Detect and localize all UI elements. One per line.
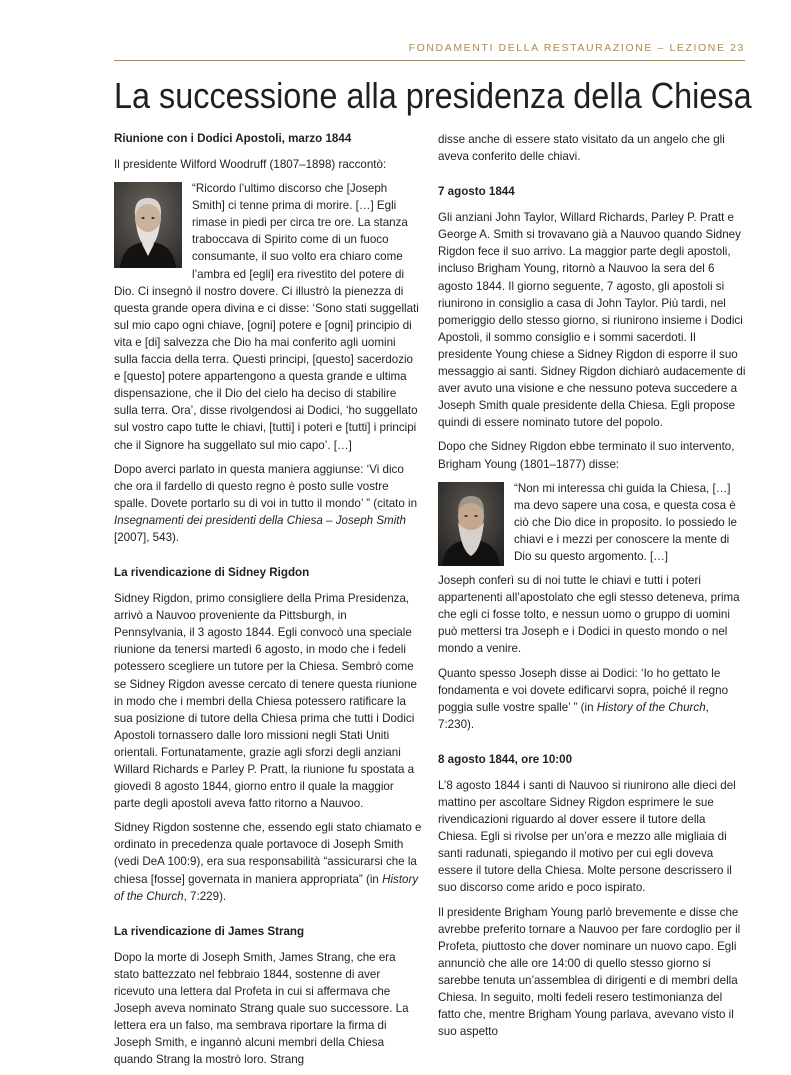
section-heading-strang: La rivendicazione di James Strang: [114, 924, 305, 938]
section-heading-august-8: 8 agosto 1844, ore 10:00: [438, 752, 573, 766]
woodruff-intro: Il presidente Wilford Woodruff (1807–1898) raccontò:: [114, 158, 387, 171]
rigdon-paragraph-2: [114, 819, 422, 904]
young-quote-text: Quanto spesso Joseph disse ai Dodici: ‘Io ho gettato le fondamenta e voi dovete edificarvi sopra, poiché il regno poggia sulle vostre spalle’ ” (in: [438, 666, 729, 714]
citation-title: History of the Church: [596, 700, 706, 714]
rigdon-paragraph-1: Sidney Rigdon, primo consigliere della Prima Presidenza, arrivò a Nauvoo proveniente da Pittsburgh, in Pennsylvania, il 3 agosto 1844. Egli convocò una speciale riunione da tenersi martedì 6 agosto, in modo che i fedeli potessero scegliere un tutore per la Chiesa. Sembrò come se Sidney Rigdon avesse cercato di tenere questa riunione in modo che i membri della Chiesa potessero ratificare la sua posizione di tutore della Chiesa prima che tutti i Dodici Apostoli tornassero dalle loro missioni negli Stati Uniti orientali. Fortunatamente, grazie agli sforzi degli anziani Willard Richards e Parley P. Pratt, la riunione fu spostata a giovedì 8 agosto 1844, giorno entro il quale la maggior parte degli apostoli aveva fatto ritorno a Nauvoo.: [114, 592, 417, 811]
young-quote-1: “Non mi interessa chi guida la Chiesa, […] ma devo sapere una cosa, e questa cosa è ciò che Dio dice in proposito. Io possiedo le chiavi e i mezzi per conoscere la mente di Dio su questo argomento. […]: [514, 481, 737, 563]
running-head: FONDAMENTI DELLA RESTAURAZIONE – LEZIONE 23: [408, 42, 745, 54]
young-quote-3: [438, 665, 746, 733]
woodruff-quote: “Ricordo l’ultimo discorso che [Joseph Smith] ci tenne prima di morire. […] Egli rimase in piedi per circa tre ore. La stanza traboccava di Spirito come di un fuoco consumante, il suo volto era chiaro come l’ambra ed [egli] era rivestito del potere di Dio. Ci insegnò il nostro dovere. Ci illustrò la pienezza di questa grande opera divina e ci disse: ‘Sono stati suggellati sul mio capo ogni chiave, [ogni] potere e [ogni] principio di vita e [di] salvezza che Dio ha mai conferito agli uomini sulla faccia della terra. Questi principi, [questo] sacerdozio e [questo] potere appartengono a questa grande e ultima dispensazione, che il Dio del cielo ha deciso di stabilire sulla terra. Ora’, disse rivolgendosi ai Dodici, ‘ho suggellato sul vostro capo tutte le chiavi, [tutti] i poteri e [tutti] i principi che il Signore ha suggellato sul mio capo’. […]: [114, 182, 419, 452]
section-heading-august-7: 7 agosto 1844: [438, 185, 515, 199]
section-heading-march-1844: Riunione con i Dodici Apostoli, marzo 1844: [114, 132, 352, 145]
page-title: La successione alla presidenza della Chiesa: [114, 75, 752, 116]
august-8-paragraph-2: Il presidente Brigham Young parlò brevemente e disse che avrebbe preferito tornare a Nauvoo per fare cordoglio per il Profeta, piuttosto che dover nominare un nuovo capo. Egli annunciò che alle ore 14:00 di quello stesso giorno si sarebbe tenuta un’assemblea di dirigenti e di membri della Chiesa. In seguito, molti fedeli resero testimonianza del fatto che, mentre Brigham Young parlava, avevano visto il suo aspetto: [438, 905, 741, 1039]
rigdon-text: Sidney Rigdon sostenne che, essendo egli stato chiamato e ordinato in precedenza quale portavoce di Joseph Smith (vedi DeA 100:9), era sua responsabilità “assicurarsi che la chiesa [fosse] governata in maniera appropriata” (in: [114, 821, 422, 886]
header-rule: [114, 60, 745, 61]
citation-ref: , 7:229).: [183, 889, 227, 903]
august-7-paragraph-2: Dopo che Sidney Rigdon ebbe terminato il suo intervento, Brigham Young (1801–1877) disse:: [438, 440, 735, 471]
citation-ref: [2007], 543).: [114, 530, 180, 544]
right-column: [438, 131, 746, 1047]
citation-ref: , 7:230).: [438, 700, 709, 731]
citation-title: History of the Church: [114, 872, 419, 903]
strang-continuation: disse anche di essere stato visitato da un angelo che gli aveva conferito delle chiavi.: [438, 133, 725, 164]
woodruff-quote-end: [114, 461, 422, 546]
quote-end-text: Dopo averci parlato in questa maniera aggiunse: ‘Vi dico che ora il fardello di questo regno è posto sulle vostre spalle. Dovete portarlo su di voi in tutto il mondo’ ” (citato in: [114, 462, 418, 510]
strang-paragraph: Dopo la morte di Joseph Smith, James Strang, che era stato battezzato nel febbraio 1844, sostenne di aver ricevuto una lettera dal Profeta in cui si affermava che Joseph aveva nominato Strang quale suo successore. La lettera era un falso, ma sembrava riportare la firma di Joseph Smith, e ingannò alcuni membri della Chiesa quando Strang la mostrò loro. Strang: [114, 950, 409, 1067]
citation-title: Insegnamenti dei presidenti della Chiesa – Joseph Smith: [114, 513, 406, 527]
august-8-paragraph-1: L’8 agosto 1844 i santi di Nauvoo si riunirono alle dieci del mattino per ascoltare Sidney Rigdon esprimere le sue rivendicazioni riguardo al dover essere il tutore della Chiesa. Egli si rivolse per un’ora e mezzo alle migliaia di santi radunati, spiegando il motivo per cui egli doveva essere il tutore della Chiesa. Molte persone descrissero il suo discorso come arido e poco ispirato.: [438, 778, 736, 895]
section-heading-rigdon: La rivendicazione di Sidney Rigdon: [114, 566, 310, 580]
wilford-woodruff-portrait: [114, 182, 182, 268]
brigham-young-portrait: [438, 482, 504, 566]
young-quote-2: Joseph conferì su di noi tutte le chiavi e tutti i poteri appartenenti all’apostolato che egli stesso deteneva, prima che egli ci fosse tolto, e nessun uomo o gruppo di uomini può mettersi tra Joseph e i Dodici in questo mondo o nel mondo a venire.: [438, 574, 740, 656]
left-column: [114, 130, 422, 1075]
august-7-paragraph-1: Gli anziani John Taylor, Willard Richards, Parley P. Pratt e George A. Smith si trovavano già a Nauvoo quando Sidney Rigdon fece il suo arrivo. La maggior parte degli apostoli, incluso Brigham Young, ritornò a Nauvoo la sera del 6 agosto 1844. Il giorno seguente, 7 agosto, gli apostoli si riunirono in consiglio a casa di John Taylor. Più tardi, nel pomeriggio dello stesso giorno, si riunirono insieme i Dodici Apostoli, il sommo consiglio e i sommi sacerdoti. Il presidente Young chiese a Sidney Rigdon di esporre il suo messaggio ai santi. Sidney Rigdon dichiarò audacemente di aver avuto una visione e che nessuno poteva succedere a Joseph Smith quale presidente della Chiesa. Egli propose quindi di essere nominato tutore del popolo.: [438, 211, 746, 430]
